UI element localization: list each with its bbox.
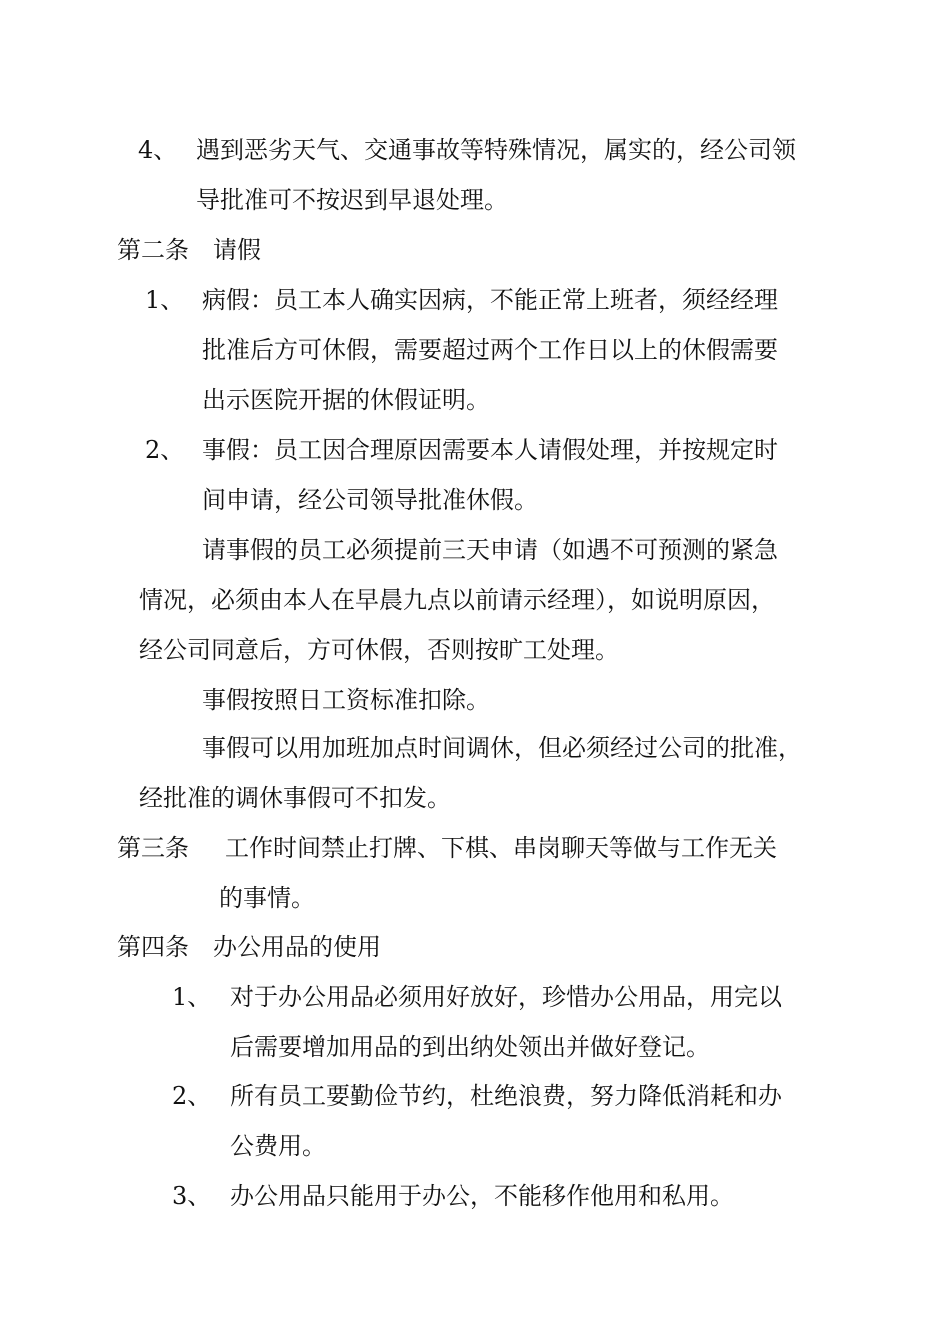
article-4-item-1-line-1: 对于办公用品必须用好放好，珍惜办公用品，用完以 [230, 983, 782, 1011]
article-2-item-2-line-1: 事假：员工因合理原因需要本人请假处理，并按规定时 [202, 436, 778, 464]
article-4-item-2-line-2: 公费用。 [230, 1132, 326, 1160]
article-4-item-3-line-1: 办公用品只能用于办公，不能移作他用和私用。 [230, 1182, 734, 1210]
article-3-label: 第三条 [117, 834, 189, 862]
article-3-line-2: 的事情。 [219, 884, 315, 912]
article-2-item-1-number: 1、 [145, 286, 185, 314]
paragraph-1-line-2: 情况，必须由本人在早晨九点以前请示经理），如说明原因， [139, 586, 775, 614]
article-4-item-1-number: 1、 [172, 983, 212, 1011]
article-4-item-1-line-2: 后需要增加用品的到出纳处领出并做好登记。 [230, 1033, 710, 1061]
paragraph-1-line-3: 经公司同意后，方可休假，否则按旷工处理。 [139, 636, 619, 664]
article-2-item-2-number: 2、 [145, 436, 185, 464]
item-4-text-line-1: 遇到恶劣天气、交通事故等特殊情况，属实的，经公司领 [196, 136, 796, 164]
paragraph-2: 事假按照日工资标准扣除。 [202, 686, 490, 714]
article-2-heading: 第二条 请假 [117, 236, 261, 264]
article-2-item-1-line-1: 病假：员工本人确实因病，不能正常上班者，须经经理 [202, 286, 778, 314]
paragraph-3-line-1: 事假可以用加班加点时间调休，但必须经过公司的批准， [202, 734, 802, 762]
article-2-item-1-line-3: 出示医院开据的休假证明。 [202, 386, 490, 414]
article-2-item-2-line-2: 间申请，经公司领导批准休假。 [202, 486, 538, 514]
article-4-item-2-number: 2、 [172, 1082, 212, 1110]
article-4-item-2-line-1: 所有员工要勤俭节约，杜绝浪费，努力降低消耗和办 [230, 1082, 782, 1110]
article-4-heading: 第四条 办公用品的使用 [117, 933, 381, 961]
item-4-text-line-2: 导批准可不按迟到早退处理。 [196, 186, 508, 214]
article-2-item-1-line-2: 批准后方可休假，需要超过两个工作日以上的休假需要 [202, 336, 778, 364]
paragraph-3-line-2: 经批准的调休事假可不扣发。 [139, 784, 451, 812]
article-3-line-1: 工作时间禁止打牌、下棋、串岗聊天等做与工作无关 [225, 834, 777, 862]
paragraph-1-line-1: 请事假的员工必须提前三天申请（如遇不可预测的紧急 [202, 536, 778, 564]
article-4-item-3-number: 3、 [172, 1182, 212, 1210]
item-4-number: 4、 [138, 136, 178, 164]
